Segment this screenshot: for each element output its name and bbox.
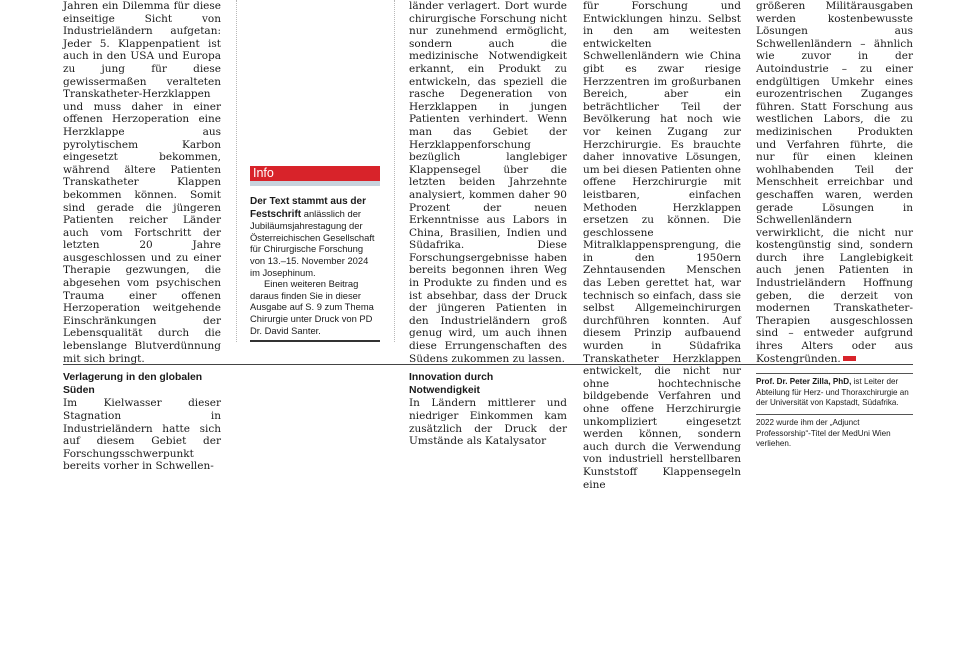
body-paragraph: In Ländern mittlerer und niedriger Einkommen kam zusätzlich der Druck der Umstände als Katalysator <box>409 397 567 448</box>
info-text: anlässlich der Jubiläumsjahrestagung der Österreichischen Gesellschaft für Chirurgische Forschung von 13.–15. November 2024 im Josephinum. <box>250 207 375 278</box>
info-box-label: Info <box>250 166 380 181</box>
body-paragraph: Im Kielwasser dieser Stagnation in Industrieländern hatte sich auf diesem Gebiet der Forschungsschwerpunkt bereits vorher in Schwellen- <box>63 397 221 473</box>
info-box <box>250 166 380 342</box>
body-paragraph: Jahren ein Dilemma für diese einseitige Sicht von Industrieländern aufgetan: Jeder 5. Klappenpatient ist auch in den USA und Europa zu jung für diese gewissermaßen veralteten Transkatheter-Herzklappen und muss daher in einer offenen Herzoperation eine Herzklappe aus pyrolytischem Karbon eingesetzt bekommen, während ältere Patienten Transkatheter Klappen bekommen können. Somit sind gerade die jüngeren Patienten reicher Länder auch vom Fortschritt der letzten 20 Jahre ausgeschlossen und zu einer Therapie gezwungen, die abgesehen vom psychischen Trauma einer offenen Herzoperation weitgehende Einschränkungen der Lebensqualität durch die lebenslange Blutverdünnung mit sich bringt. <box>63 0 221 365</box>
info-text-2: Einen weiteren Beitrag daraus finden Sie in dieser Ausgabe auf S. 9 zum Thema Chirurgie unter Druck von PD Dr. David Santer. <box>250 278 374 336</box>
author-description: ist Leiter der Abteilung für Herz- und Thoraxchirurgie an der Universität von Kapstadt, Südafrika. <box>756 377 909 408</box>
info-box-body <box>250 186 380 336</box>
info-box-bottom-rule <box>250 340 380 342</box>
column-divider <box>394 0 395 342</box>
author-note: 2022 wurde ihm der „Adjunct Professorship“-Titel der MedUni Wien verliehen. <box>756 414 913 450</box>
end-mark <box>843 356 856 361</box>
closing-text: größeren Militärausgaben werden kostenbewusste Lösungen aus Schwellenländern – ähnlich wie zuvor in der Autoindustrie – zu einer endgültigen Umkehr eines eurozentrischen Zuganges führen. Statt Forschung aus westlichen Labors, die zu medizinischen Produkten und Verfahren führte, die nur für einen kleinen wohlhabenden Teil der Menschheit erreichbar und geschaffen waren, werden gerade Lösungen in Schwellenländern verwirklicht, die nicht nur kostengünstig sind, sondern durch ihre Langlebigkeit auch jenen Patienten in Industrieländern Hoffnung geben, die derzeit von modernen Transkatheter-Therapien ausgeschlossen sind – entweder aufgrund ihres Alters oder aus Kostengründen. <box>756 0 913 365</box>
body-paragraph <box>756 0 913 365</box>
author-name: Prof. Dr. Peter Zilla, PhD, <box>756 377 852 387</box>
article-column-4 <box>583 0 741 491</box>
column-divider <box>236 0 237 342</box>
article-column-5 <box>756 0 913 450</box>
page-rule <box>63 364 913 365</box>
body-paragraph: länder verlagert. Dort wurde chirurgische Forschung nicht nur zunehmend ermöglicht, sondern auch die medizinische Notwendigkeit erkannt, ein Produkt zu entwickeln, das speziell die rasche Degeneration von Herzklappen in jungen Patienten verhindert. Wenn man das Gebiet der Herzklappenforschung bezüglich langlebiger Klappensegel über die letzten beiden Jahrzehnte analysiert, kommen daher 90 Prozent der neuen Erkenntnisse aus Labors in China, Brasilien, Indien und Südafrika. Diese Forschungsergebnisse haben bereits begonnen ihren Weg in Produkte zu finden und es ist absehbar, dass der Druck der jüngeren Patienten in den Industrieländern groß genug wird, um auch ihnen diese Errungenschaften des Südens zukommen zu lassen. <box>409 0 567 365</box>
subheading-innovation: Innovation durch Notwendigkeit <box>409 372 494 396</box>
author-bio <box>756 373 913 409</box>
article-column-1 <box>63 0 221 473</box>
article-column-3 <box>409 0 567 448</box>
info-lead: Der Text stammt aus der Festschrift <box>250 196 366 220</box>
subheading-verlagerung: Verlagerung in den globalen Süden <box>63 372 203 396</box>
body-paragraph: für Forschung und Entwicklungen hinzu. Selbst in den am weitesten entwickelten Schwellenländern wie China gibt es zwar riesige Herzzentren im großurbanen Bereich, aber ein beträchtlicher Teil der Bevölkerung hat noch wie vor keinen Zugang zur Herzchirurgie. Es brauchte daher innovative Lösungen, um bei diesen Patienten ohne offene Herzchirurgie mit leistbaren, einfachen Methoden Herzklappen ersetzen zu können. Die geschlossene Mitralklappensprengung, die in den 1950ern Zehntausenden Menschen das Leben gerettet hat, war technisch so einfach, dass sie selbst Allgemeinchirurgen durchführen konnten. Auf diesem Prinzip aufbauend wurden in Südafrika Transkatheter Herzklappen entwickelt, die nicht nur ohne hochtechnische bildgebende Verfahren und ohne offene Herzchirurgie unkompliziert eingesetzt werden können, sondern auch durch die Verwendung von industriell herstellbaren Kunststoff Klappensegeln eine <box>583 0 741 491</box>
